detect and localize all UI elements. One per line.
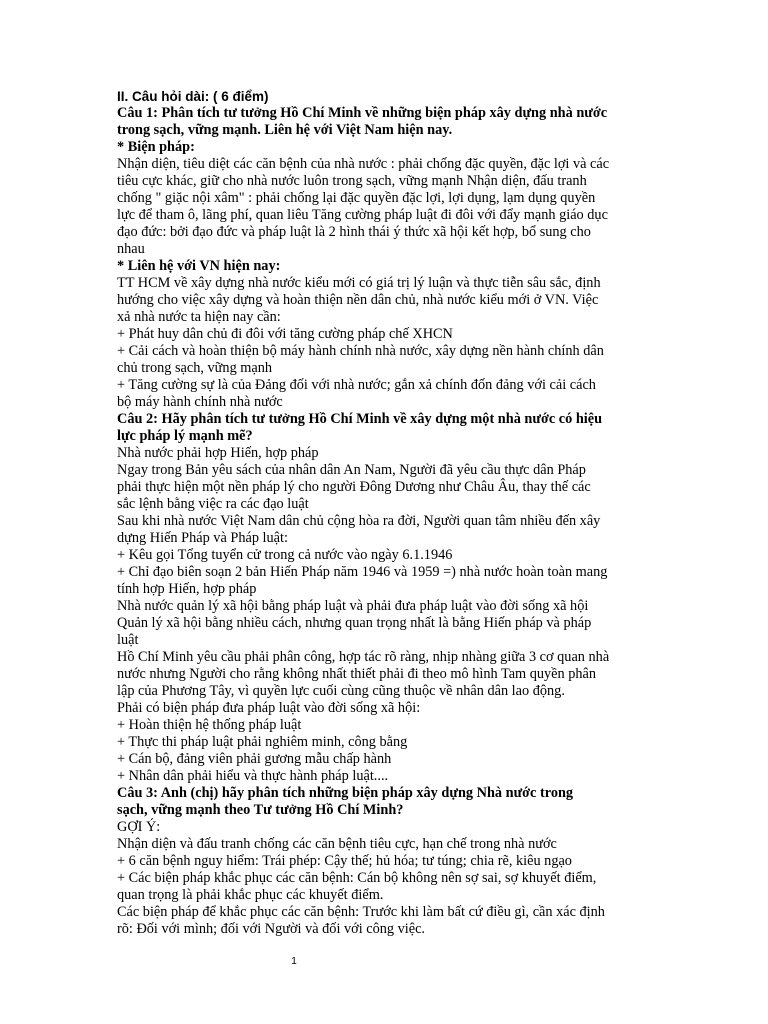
text-line: TT HCM về xây dựng nhà nước kiểu mới có giá trị lý luận và thực tiễn sâu sắc, định (117, 275, 601, 291)
text-line: luật (117, 632, 139, 648)
text-line: lập của Phương Tây, vì quyền lực cuối cùng cũng thuộc về nhân dân lao động. (117, 683, 565, 699)
text-line: Nhận diện, tiêu diệt các căn bệnh của nhà nước : phải chống đặc quyền, đặc lợi và các (117, 156, 610, 172)
text-line: tính hợp Hiến, hợp pháp (117, 581, 257, 597)
text-line: phải thực hiện một nền pháp lý cho người Đông Dương như Châu Âu, thay thế các (117, 479, 591, 495)
text-line: chống " giặc nội xâm" : phải chống lại đặc quyền đặc lợi, lợi dụng, lạm dụng quyền (117, 190, 596, 206)
page-number: 1 (291, 956, 297, 967)
heading-line: lực pháp lý mạnh mẽ? (117, 428, 253, 444)
text-line: + Các biện pháp khắc phục các căn bệnh: Cán bộ không nên sợ sai, sợ khuyết điểm, (117, 870, 597, 886)
text-line: + Chỉ đạo biên soạn 2 bản Hiến Pháp năm 1946 và 1959 =) nhà nước hoàn toàn mang (117, 564, 608, 580)
text-line: quan trọng là phải khắc phục các khuyết điểm. (117, 887, 384, 903)
text-line: Ngay trong Bản yêu sách của nhân dân An Nam, Người đã yêu cầu thực dân Pháp (117, 462, 586, 478)
text-line: Hồ Chí Minh yêu cầu phải phân công, hợp tác rõ ràng, nhịp nhàng giữa 3 cơ quan nhà (117, 649, 610, 665)
text-line: Nhà nước phải hợp Hiến, hợp pháp (117, 445, 319, 461)
text-line: tiêu cực khác, giữ cho nhà nước luôn trong sạch, vững mạnh Nhận diện, đấu tranh (117, 173, 587, 189)
heading-line: Câu 2: Hãy phân tích tư tưởng Hồ Chí Minh về xây dựng một nhà nước có hiệu (117, 411, 603, 427)
text-line: lực để tham ô, lãng phí, quan liêu Tăng cường pháp luật đi đôi với đẩy mạnh giáo dục (117, 207, 608, 223)
heading-line: Câu 1: Phân tích tư tưởng Hồ Chí Minh về những biện pháp xây dựng nhà nước (117, 105, 608, 121)
text-line: Các biện pháp để khắc phục các căn bệnh: Trước khi làm bất cứ điều gì, cần xác định (117, 904, 605, 920)
heading-line: * Biện pháp: (117, 139, 195, 155)
text-line: + Kêu gọi Tổng tuyển cử trong cả nước vào ngày 6.1.1946 (117, 547, 453, 563)
text-line: hướng cho việc xây dựng và hoàn thiện nền dân chủ, nhà nước kiểu mới ở VN. Việc (117, 292, 599, 308)
text-line: + Cải cách và hoàn thiện bộ máy hành chính nhà nước, xây dựng nền hành chính dân (117, 343, 604, 359)
text-line: dựng Hiến Pháp và Pháp luật: (117, 530, 288, 546)
text-line: + Cán bộ, đảng viên phải gương mẫu chấp hành (117, 751, 392, 767)
section-title: II. Câu hỏi dài: ( 6 điểm) (117, 89, 269, 104)
text-line: + Hoàn thiện hệ thống pháp luật (117, 717, 302, 733)
heading-line: trong sạch, vững mạnh. Liên hệ với Việt Nam hiện nay. (117, 122, 453, 138)
text-line: rõ: Đối với mình; đối với Người và đối với công việc. (117, 921, 426, 937)
text-line: xả nhà nước ta hiện nay cần: (117, 309, 281, 325)
text-line: sắc lệnh bằng việc ra các đạo luật (117, 496, 309, 512)
text-line: GỢI Ý: (117, 819, 161, 835)
document-body (117, 105, 662, 938)
text-line: Sau khi nhà nước Việt Nam dân chủ cộng hòa ra đời, Người quan tâm nhiều đến xây (117, 513, 601, 529)
text-line: Quản lý xã hội bằng nhiều cách, nhưng quan trọng nhất là bằng Hiến pháp và pháp (117, 615, 592, 631)
heading-line: * Liên hệ với VN hiện nay: (117, 258, 281, 274)
text-line: + Nhân dân phải hiểu và thực hành pháp luật.... (117, 768, 389, 784)
text-line: + Thực thi pháp luật phải nghiêm minh, công bằng (117, 734, 408, 750)
text-line: + 6 căn bệnh nguy hiểm: Trái phép: Cậy thế; hủ hóa; tư túng; chia rẽ, kiêu ngạo (117, 853, 572, 869)
text-line: + Phát huy dân chủ đi đôi với tăng cường pháp chế XHCN (117, 326, 453, 342)
text-line: nước nhưng Người cho rằng không nhất thiết phải đi theo mô hình Tam quyền phân (117, 666, 597, 682)
text-line: đạo đức: bởi đạo đức và pháp luật là 2 hình thái ý thức xã hội kết hợp, bổ sung cho (117, 224, 591, 240)
text-line: Nhận diện và đấu tranh chống các căn bệnh tiêu cực, hạn chế trong nhà nước (117, 836, 557, 852)
text-line: Phải có biện pháp đưa pháp luật vào đời sống xã hội: (117, 700, 421, 716)
document-page (117, 88, 662, 938)
text-line: bộ máy hành chính nhà nước (117, 394, 283, 410)
text-line: nhau (117, 241, 145, 257)
heading-line: Câu 3: Anh (chị) hãy phân tích những biện pháp xây dựng Nhà nước trong (117, 785, 574, 801)
text-line: + Tăng cường sự là của Đảng đối với nhà nước; gắn xả chính đốn đảng với cải cách (117, 377, 596, 393)
text-line: Nhà nước quản lý xã hội bằng pháp luật và phải đưa pháp luật vào đời sống xã hội (117, 598, 589, 614)
text-line: chủ trong sạch, vững mạnh (117, 360, 273, 376)
heading-line: sạch, vững mạnh theo Tư tưởng Hồ Chí Minh? (117, 802, 404, 818)
